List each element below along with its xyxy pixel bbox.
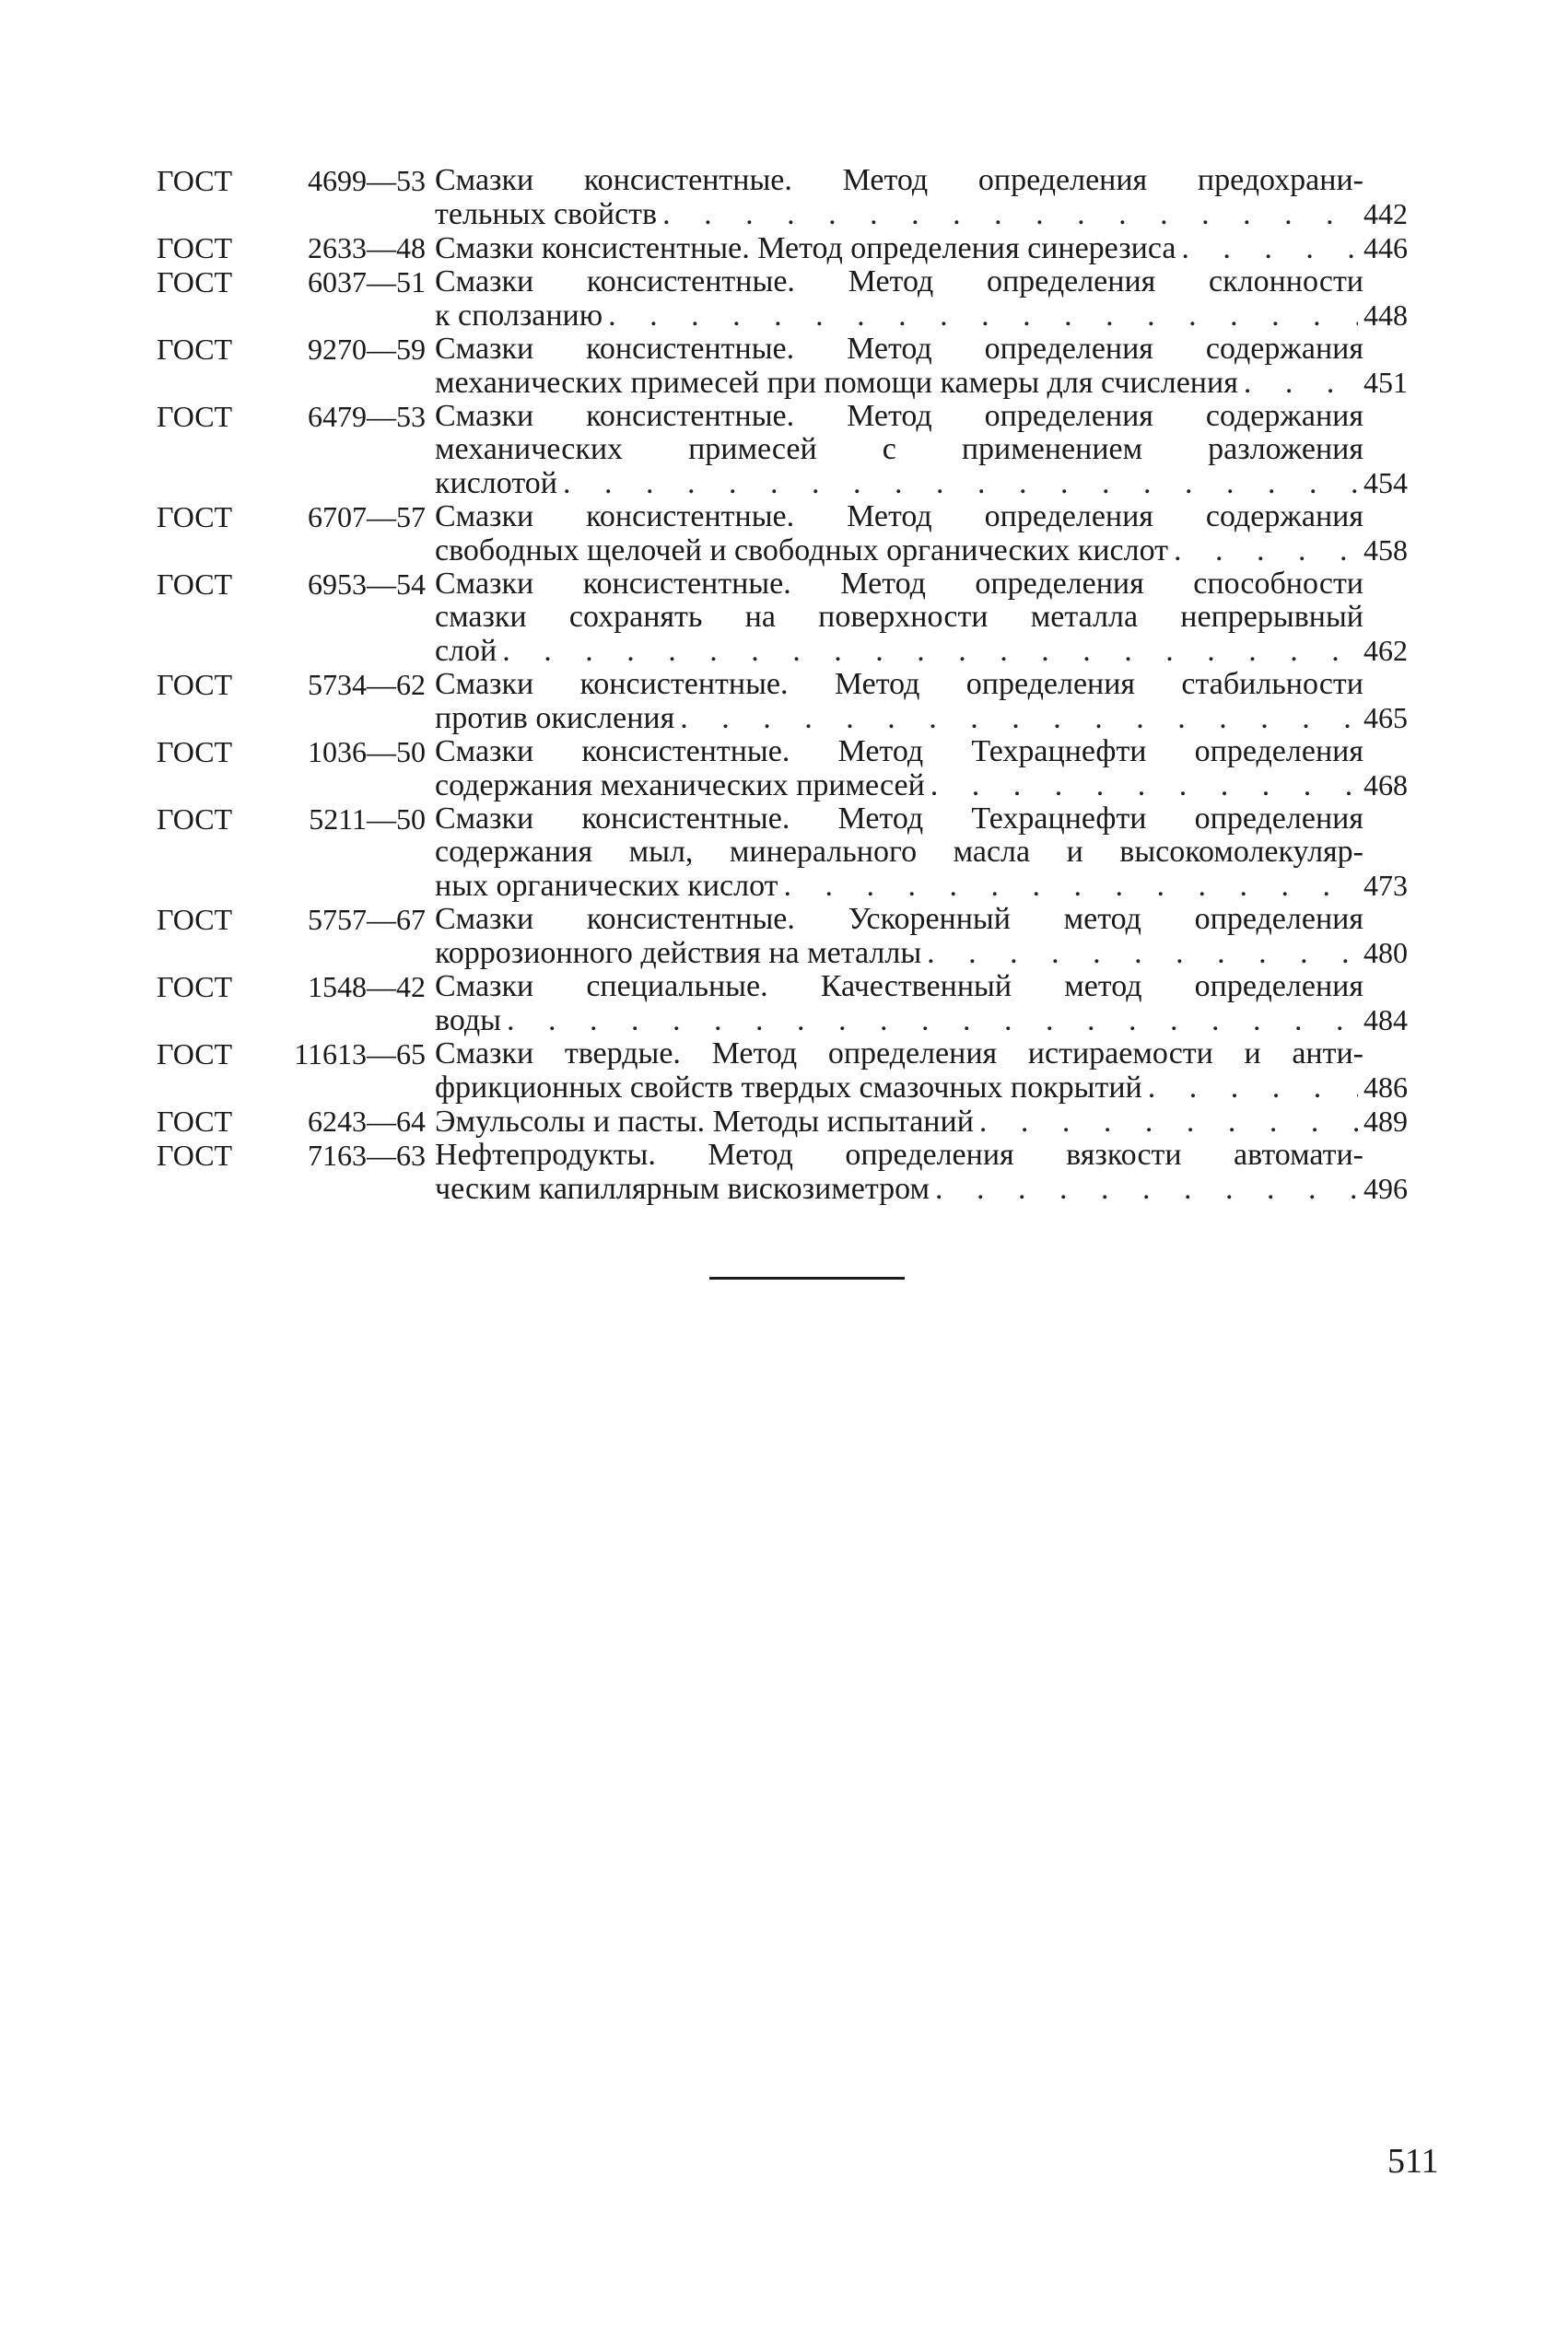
dot-leader xyxy=(935,1173,1358,1206)
entry-title-text: содержания мыл, минерального масла и высокомолекуляр- xyxy=(435,835,1363,869)
standard-number: 5211—50 xyxy=(309,802,426,836)
standard-prefix: ГОСТ xyxy=(157,1037,233,1070)
entry-title-text: Эмульсолы и пасты. Методы испытаний xyxy=(435,1105,974,1139)
toc-entry xyxy=(157,802,1419,903)
entry-title-text: ных органических кислот xyxy=(435,869,778,903)
standard-prefix: ГОСТ xyxy=(157,1105,233,1138)
entry-title-text: механических примесей при помощи камеры для счисления xyxy=(435,366,1238,400)
page-number: 511 xyxy=(1387,2142,1439,2181)
toc-entry xyxy=(157,735,1419,802)
toc-entry xyxy=(157,1139,1419,1206)
dot-leader xyxy=(502,635,1358,668)
entry-title xyxy=(435,231,1419,265)
entry-title-text: Смазки консистентные. Метод определения содержания xyxy=(435,332,1363,366)
standard-number: 2633—48 xyxy=(308,231,426,264)
entry-title-line xyxy=(435,1139,1419,1172)
entry-title-text: фрикционных свойств твердых смазочных покрытий xyxy=(435,1070,1142,1105)
entry-title-line xyxy=(435,869,1419,903)
standard-prefix: ГОСТ xyxy=(157,735,233,768)
entry-title-line xyxy=(435,836,1419,869)
entry-title xyxy=(435,500,1419,567)
entry-title-line xyxy=(435,164,1419,197)
standard-number: 6037—51 xyxy=(308,265,426,298)
toc-entry xyxy=(157,1105,1419,1139)
entry-title-text: Смазки консистентные. Метод определения склонности xyxy=(435,264,1363,298)
standard-prefix: ГОСТ xyxy=(157,668,233,701)
toc-entry xyxy=(157,970,1419,1037)
toc-entry xyxy=(157,231,1419,265)
entry-title-text: Смазки консистентные. Ускоренный метод определения xyxy=(435,902,1363,936)
standard-number: 7163—63 xyxy=(308,1139,426,1172)
toc-entry xyxy=(157,333,1419,400)
entry-title-text: Смазки твердые. Метод определения истираемости и анти- xyxy=(435,1036,1363,1070)
entry-title-text: кислотой xyxy=(435,466,557,500)
entry-title-line xyxy=(435,466,1419,500)
entry-title-line xyxy=(435,333,1419,366)
standard-number: 5757—67 xyxy=(308,903,426,936)
standard-prefix: ГОСТ xyxy=(157,400,233,433)
entry-title-line xyxy=(435,1105,1419,1139)
entry-page-number: 451 xyxy=(1363,366,1408,399)
entry-title xyxy=(435,333,1419,400)
entry-title-line xyxy=(435,298,1419,333)
entry-title-line xyxy=(435,1037,1419,1070)
entry-title xyxy=(435,668,1419,735)
entry-title-line xyxy=(435,936,1419,970)
toc-entry xyxy=(157,668,1419,735)
dot-leader xyxy=(608,299,1358,333)
entry-title-line xyxy=(435,1003,1419,1037)
standard-prefix: ГОСТ xyxy=(157,333,233,366)
standard-prefix: ГОСТ xyxy=(157,567,233,601)
entry-title xyxy=(435,1037,1419,1105)
entry-page-number: 442 xyxy=(1363,197,1408,230)
entry-title-text: слой xyxy=(435,634,497,668)
entry-page-number: 486 xyxy=(1363,1070,1408,1104)
entry-title-text: Смазки консистентные. Метод определения способности xyxy=(435,567,1363,601)
standard-number: 6953—54 xyxy=(308,567,426,601)
dot-leader xyxy=(1244,367,1358,400)
entry-title-text: Нефтепродукты. Метод определения вязкости автомати- xyxy=(435,1138,1363,1172)
dot-leader xyxy=(979,1106,1358,1139)
standard-prefix: ГОСТ xyxy=(157,500,233,533)
toc-entry xyxy=(157,400,1419,500)
standard-prefix: ГОСТ xyxy=(157,802,233,836)
standard-prefix: ГОСТ xyxy=(157,164,233,197)
dot-leader xyxy=(680,702,1358,735)
standard-number: 4699—53 xyxy=(308,164,426,197)
entry-title-line xyxy=(435,400,1419,433)
toc-entry xyxy=(157,164,1419,231)
entry-page-number: 484 xyxy=(1363,1003,1408,1036)
entry-title-text: содержания механических примесей xyxy=(435,768,925,802)
standard-prefix: ГОСТ xyxy=(157,1139,233,1172)
entry-title-text: ческим капиллярным вискозиметром xyxy=(435,1172,930,1206)
entry-title-text: механических примесей с применением разложения xyxy=(435,432,1363,466)
entry-title-line xyxy=(435,668,1419,701)
dot-leader xyxy=(1181,232,1358,265)
dot-leader xyxy=(930,769,1358,802)
entry-title-text: Смазки консистентные. Метод определения стабильности xyxy=(435,667,1363,701)
entry-page-number: 468 xyxy=(1363,768,1408,801)
entry-title-line xyxy=(435,970,1419,1003)
standard-number: 11613—65 xyxy=(294,1037,426,1070)
dot-leader xyxy=(563,467,1358,500)
entry-title-text: Смазки консистентные. Метод определения синерезиса xyxy=(435,231,1176,265)
entry-page-number: 489 xyxy=(1363,1105,1408,1138)
entry-title xyxy=(435,903,1419,970)
entry-title-line xyxy=(435,634,1419,668)
entry-title xyxy=(435,802,1419,903)
entry-title-text: Смазки консистентные. Метод Техрацнефти определения xyxy=(435,734,1363,768)
standard-prefix: ГОСТ xyxy=(157,970,233,1003)
entry-title-line xyxy=(435,433,1419,466)
entry-title-line xyxy=(435,701,1419,735)
entry-title-text: коррозионного действия на металлы xyxy=(435,936,922,970)
entry-page-number: 480 xyxy=(1363,936,1408,969)
toc-entry xyxy=(157,903,1419,970)
entry-title-line xyxy=(435,197,1419,231)
standard-prefix: ГОСТ xyxy=(157,265,233,298)
entry-page-number: 465 xyxy=(1363,701,1408,734)
entry-title-line xyxy=(435,567,1419,601)
entry-page-number: 473 xyxy=(1363,869,1408,902)
entry-title xyxy=(435,400,1419,500)
dot-leader xyxy=(784,870,1359,903)
entry-title xyxy=(435,164,1419,231)
entry-title-text: воды xyxy=(435,1003,501,1037)
entry-title-text: Смазки консистентные. Метод определения содержания xyxy=(435,499,1363,533)
standard-number: 6243—64 xyxy=(308,1105,426,1138)
entry-page-number: 448 xyxy=(1363,298,1408,332)
entry-title-text: Смазки специальные. Качественный метод определения xyxy=(435,969,1363,1003)
dot-leader xyxy=(1174,534,1358,567)
standard-number: 1036—50 xyxy=(308,735,426,768)
entry-title xyxy=(435,735,1419,802)
entry-title xyxy=(435,567,1419,668)
entry-title-text: Смазки консистентные. Метод определения предохрани- xyxy=(435,163,1363,197)
entry-page-number: 496 xyxy=(1363,1172,1408,1205)
toc-entry xyxy=(157,1037,1419,1105)
entry-page-number: 462 xyxy=(1363,634,1408,667)
toc-entry xyxy=(157,500,1419,567)
entry-page-number: 446 xyxy=(1363,231,1408,264)
entry-title-text: свободных щелочей и свободных органических кислот xyxy=(435,533,1169,567)
entry-title-line xyxy=(435,500,1419,533)
entry-title-line xyxy=(435,601,1419,634)
entry-title-line xyxy=(435,533,1419,567)
toc-entry xyxy=(157,265,1419,333)
entry-title xyxy=(435,1139,1419,1206)
entry-page-number: 458 xyxy=(1363,533,1408,567)
standard-number: 5734—62 xyxy=(308,668,426,701)
dot-leader xyxy=(662,198,1358,231)
entry-title-line xyxy=(435,802,1419,836)
standard-prefix: ГОСТ xyxy=(157,903,233,936)
entry-title-line xyxy=(435,265,1419,298)
entry-page-number: 454 xyxy=(1363,466,1408,499)
entry-title-line xyxy=(435,903,1419,936)
entry-title-text: Смазки консистентные. Метод определения содержания xyxy=(435,399,1363,433)
dot-leader xyxy=(507,1004,1358,1037)
dot-leader xyxy=(1148,1071,1358,1105)
entry-title xyxy=(435,265,1419,333)
entry-title xyxy=(435,970,1419,1037)
standard-number: 6479—53 xyxy=(308,400,426,433)
entry-title-line xyxy=(435,1070,1419,1105)
dot-leader xyxy=(927,937,1358,970)
toc-entry xyxy=(157,567,1419,668)
standard-number: 6707—57 xyxy=(308,500,426,533)
entry-title-text: к сползанию xyxy=(435,298,603,333)
entry-title-text: Смазки консистентные. Метод Техрацнефти определения xyxy=(435,801,1363,836)
entry-title-line xyxy=(435,231,1419,265)
entry-title-line xyxy=(435,768,1419,802)
section-divider xyxy=(709,1277,905,1280)
entry-title-line xyxy=(435,1172,1419,1206)
entry-title-line xyxy=(435,366,1419,400)
standard-number: 9270—59 xyxy=(308,333,426,366)
standard-number: 1548—42 xyxy=(308,970,426,1003)
entry-title-text: смазки сохранять на поверхности металла непрерывный xyxy=(435,600,1363,634)
standard-prefix: ГОСТ xyxy=(157,231,233,264)
entry-title-text: против окисления xyxy=(435,701,675,735)
entry-title-line xyxy=(435,735,1419,768)
entry-title-text: тельных свойств xyxy=(435,197,658,231)
entry-title xyxy=(435,1105,1419,1139)
table-of-contents xyxy=(157,164,1419,1206)
